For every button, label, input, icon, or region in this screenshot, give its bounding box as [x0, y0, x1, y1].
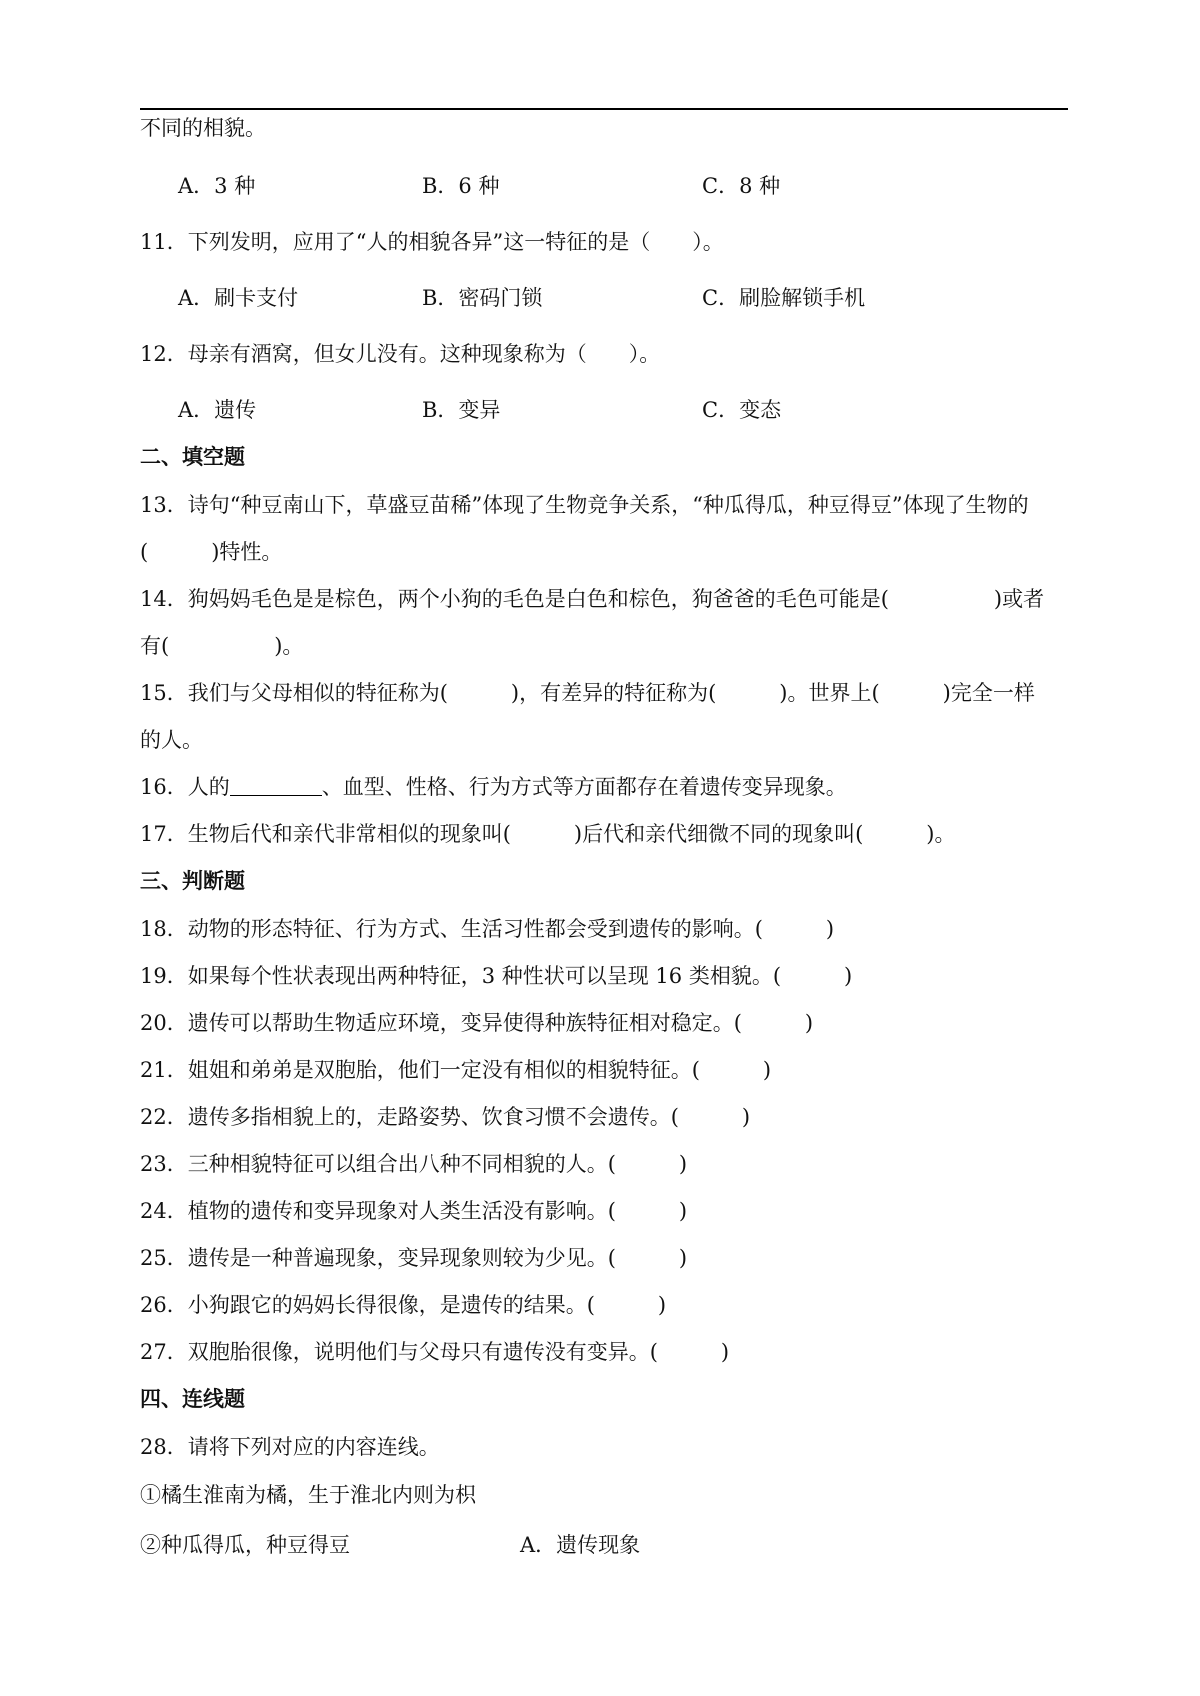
question-12-options — [178, 395, 1078, 425]
judge-item: 18．动物的形态特征、行为方式、生活习性都会受到遗传的影响。( ) — [140, 917, 835, 941]
option-c: C．刷脸解锁手机 — [702, 286, 866, 310]
option-b: B．6 种 — [422, 174, 500, 198]
judge-item: 25．遗传是一种普遍现象，变异现象则较为少见。( ) — [140, 1246, 688, 1270]
match-right-item: A．遗传现象 — [520, 1533, 641, 1557]
option-b: B．变异 — [422, 398, 501, 422]
section-heading-matching: 四、连线题 — [140, 1386, 245, 1411]
question-15-line-1: 15．我们与父母相似的特征称为( )，有差异的特征称为( )。世界上( )完全一样 — [140, 681, 1035, 705]
option-a: A．刷卡支付 — [178, 286, 299, 310]
question-14-line-1: 14．狗妈妈毛色是是棕色，两个小狗的毛色是白色和棕色，狗爸爸的毛色可能是( )或者 — [140, 587, 1045, 611]
question-17: 17．生物后代和亲代非常相似的现象叫( )后代和亲代细微不同的现象叫( )。 — [140, 822, 956, 846]
question-10-options — [178, 171, 1078, 201]
question-12: 12．母亲有酒窝，但女儿没有。这种现象称为（ ）。 — [140, 342, 661, 366]
question-11: 11．下列发明，应用了“人的相貌各异”这一特征的是（ ）。 — [140, 230, 724, 254]
match-left-item: ①橘生淮南为橘，生于淮北内则为枳 — [140, 1483, 476, 1507]
question-10-tail: 不同的相貌。 — [140, 116, 266, 140]
question-16-suffix: 、血型、性格、行为方式等方面都存在着遗传变异现象。 — [321, 775, 847, 799]
judge-item: 23．三种相貌特征可以组合出八种不同相貌的人。( ) — [140, 1152, 688, 1176]
question-13-line-2: ( )特性。 — [140, 540, 283, 564]
question-16-prefix: 16．人的 — [140, 775, 230, 799]
option-b: B．密码门锁 — [422, 286, 543, 310]
judge-item: 26．小狗跟它的妈妈长得很像，是遗传的结果。( ) — [140, 1293, 667, 1317]
option-a: A．遗传 — [178, 398, 257, 422]
question-15-line-2: 的人。 — [140, 728, 203, 752]
question-28: 28．请将下列对应的内容连线。 — [140, 1435, 440, 1459]
section-heading-true-false: 三、判断题 — [140, 868, 245, 893]
judge-item: 27．双胞胎很像，说明他们与父母只有遗传没有变异。( ) — [140, 1340, 730, 1364]
judge-item: 22．遗传多指相貌上的，走路姿势、饮食习惯不会遗传。( ) — [140, 1105, 751, 1129]
question-13-line-1: 13．诗句“种豆南山下，草盛豆苗稀”体现了生物竞争关系，“种瓜得瓜，种豆得豆”体现了生物的 — [140, 493, 1029, 517]
section-heading-fill-in: 二、填空题 — [140, 444, 245, 469]
judge-item: 21．姐姐和弟弟是双胞胎，他们一定没有相似的相貌特征。( ) — [140, 1058, 772, 1082]
option-a: A．3 种 — [178, 174, 256, 198]
question-11-options — [178, 283, 1078, 313]
option-c: C．变态 — [702, 398, 782, 422]
question-16 — [140, 772, 847, 802]
judge-item: 19．如果每个性状表现出两种特征，3 种性状可以呈现 16 类相貌。( ) — [140, 964, 853, 988]
option-c: C．8 种 — [702, 174, 781, 198]
match-left-item: ②种瓜得瓜，种豆得豆 — [140, 1533, 350, 1557]
judge-item: 24．植物的遗传和变异现象对人类生活没有影响。( ) — [140, 1199, 688, 1223]
header-rule — [140, 108, 1068, 110]
answer-blank — [230, 777, 322, 796]
question-14-line-2: 有( )。 — [140, 634, 304, 658]
judge-item: 20．遗传可以帮助生物适应环境，变异使得种族特征相对稳定。( ) — [140, 1011, 814, 1035]
